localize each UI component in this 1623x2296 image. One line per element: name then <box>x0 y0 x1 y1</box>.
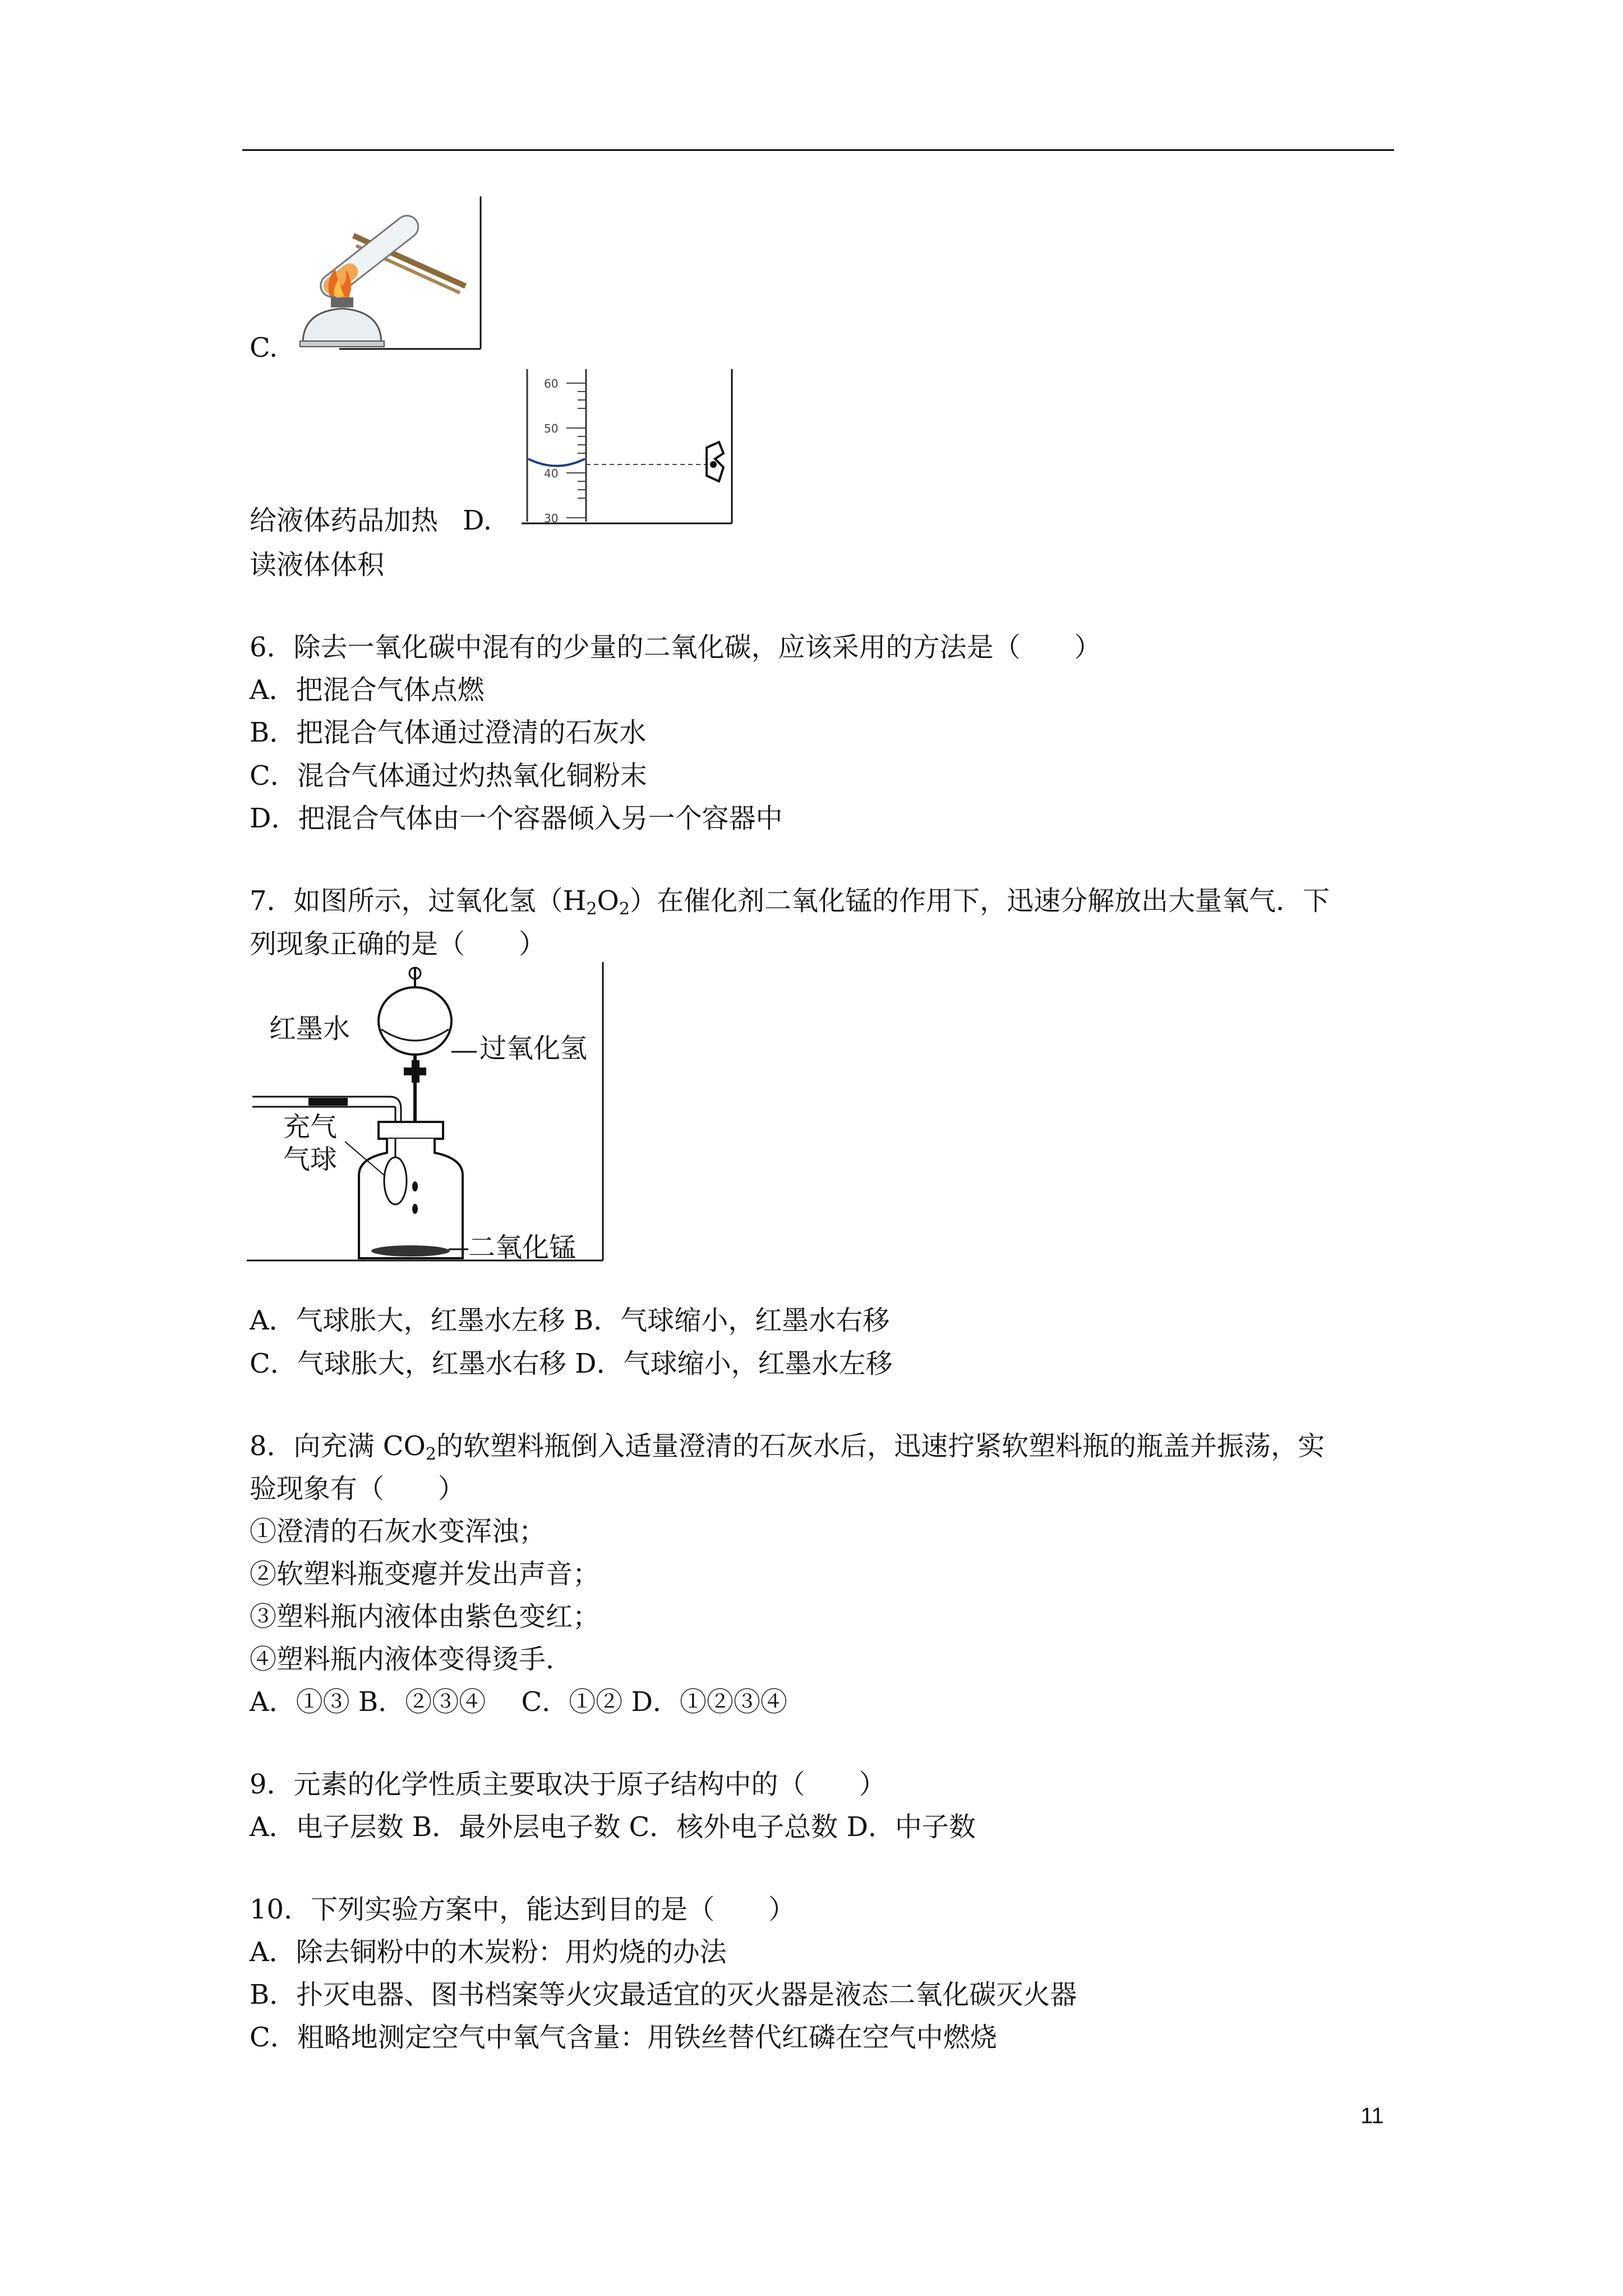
q10-option-b: B．扑灭电器、图书档案等火灾最适宜的灭火器是液态二氧化碳灭火器 <box>250 1979 1077 2010</box>
heating-liquid-figure <box>286 196 488 351</box>
q7-sub2: 2 <box>619 899 630 919</box>
label-balloon-1: 充气 <box>283 1111 338 1143</box>
header-rule <box>242 149 1394 151</box>
tick-60: 60 <box>544 377 559 390</box>
q7-stem-post: ）在催化剂二氧化锰的作用下，迅速分解放出大量氧气．下 <box>629 885 1330 917</box>
graduated-cylinder-figure <box>522 369 735 526</box>
q8-stem-line1 <box>250 1429 1325 1463</box>
q5-option-d-label: D. <box>463 505 492 536</box>
label-balloon-2: 气球 <box>283 1144 338 1175</box>
peroxide-apparatus-figure <box>247 962 606 1265</box>
q6-option-a: A．把混合气体点燃 <box>250 674 485 706</box>
q7-stem-mid: O <box>597 885 619 917</box>
label-peroxide: 过氧化氢 <box>479 1033 588 1064</box>
q8-item-2: ②软塑料瓶变瘪并发出声音； <box>250 1558 600 1590</box>
q6-option-c: C．混合气体通过灼热氧化铜粉末 <box>250 760 647 792</box>
label-red-ink: 红墨水 <box>269 1013 351 1045</box>
q8-options: A．①③ B．②③④ C．①② D．①②③④ <box>250 1686 787 1718</box>
q8-stem-line2: 验现象有（ ） <box>250 1473 465 1504</box>
q8-stem-post: 的软塑料瓶倒入适量澄清的石灰水后，迅速拧紧软塑料瓶的瓶盖并振荡，实 <box>436 1430 1325 1462</box>
label-mno2: 二氧化锰 <box>468 1232 577 1263</box>
q6-stem: 6．除去一氧化碳中混有的少量的二氧化碳，应该采用的方法是（ ） <box>250 632 1101 663</box>
tick-50: 50 <box>544 422 559 435</box>
q5-option-c-label: C. <box>250 332 278 364</box>
q6-option-b: B．把混合气体通过澄清的石灰水 <box>250 717 647 748</box>
q10-option-a: A．除去铜粉中的木炭粉：用灼烧的办法 <box>250 1936 727 1968</box>
q9-options: A．电子层数 B．最外层电子数 C．核外电子总数 D．中子数 <box>250 1811 976 1843</box>
q7-stem-line2: 列现象正确的是（ ） <box>250 928 546 960</box>
q7-stem-line1 <box>250 884 1330 918</box>
q5-option-d-caption: 读液体体积 <box>250 549 385 581</box>
q9-stem: 9．元素的化学性质主要取决于原子结构中的（ ） <box>250 1769 886 1800</box>
q5-option-c-caption-row <box>250 504 492 537</box>
q7-options-line2: C．气球胀大，红墨水右移 D．气球缩小，红墨水左移 <box>250 1348 893 1379</box>
q8-item-4: ④塑料瓶内液体变得烫手． <box>250 1644 573 1675</box>
q8-stem-pre: 8．向充满 CO <box>250 1430 426 1462</box>
q7-options-line1: A．气球胀大，红墨水左移 B．气球缩小，红墨水右移 <box>250 1305 890 1336</box>
q8-item-1: ①澄清的石灰水变浑浊； <box>250 1516 546 1547</box>
q8-item-3: ③塑料瓶内液体由紫色变红； <box>250 1601 600 1632</box>
q7-sub1: 2 <box>586 899 597 919</box>
q5-option-c-caption: 给液体药品加热 <box>250 505 439 536</box>
tick-40: 40 <box>544 467 559 480</box>
tick-30: 30 <box>544 512 559 525</box>
q7-stem-pre: 7．如图所示，过氧化氢（H <box>250 885 587 917</box>
q8-sub: 2 <box>425 1444 436 1464</box>
q10-option-c: C．粗略地测定空气中氧气含量：用铁丝替代红磷在空气中燃烧 <box>250 2022 997 2053</box>
q6-option-d: D．把混合气体由一个容器倾入另一个容器中 <box>250 803 783 834</box>
page-number: 11 <box>1361 2104 1384 2128</box>
q10-stem: 10．下列实验方案中，能达到目的是（ ） <box>250 1894 796 1925</box>
